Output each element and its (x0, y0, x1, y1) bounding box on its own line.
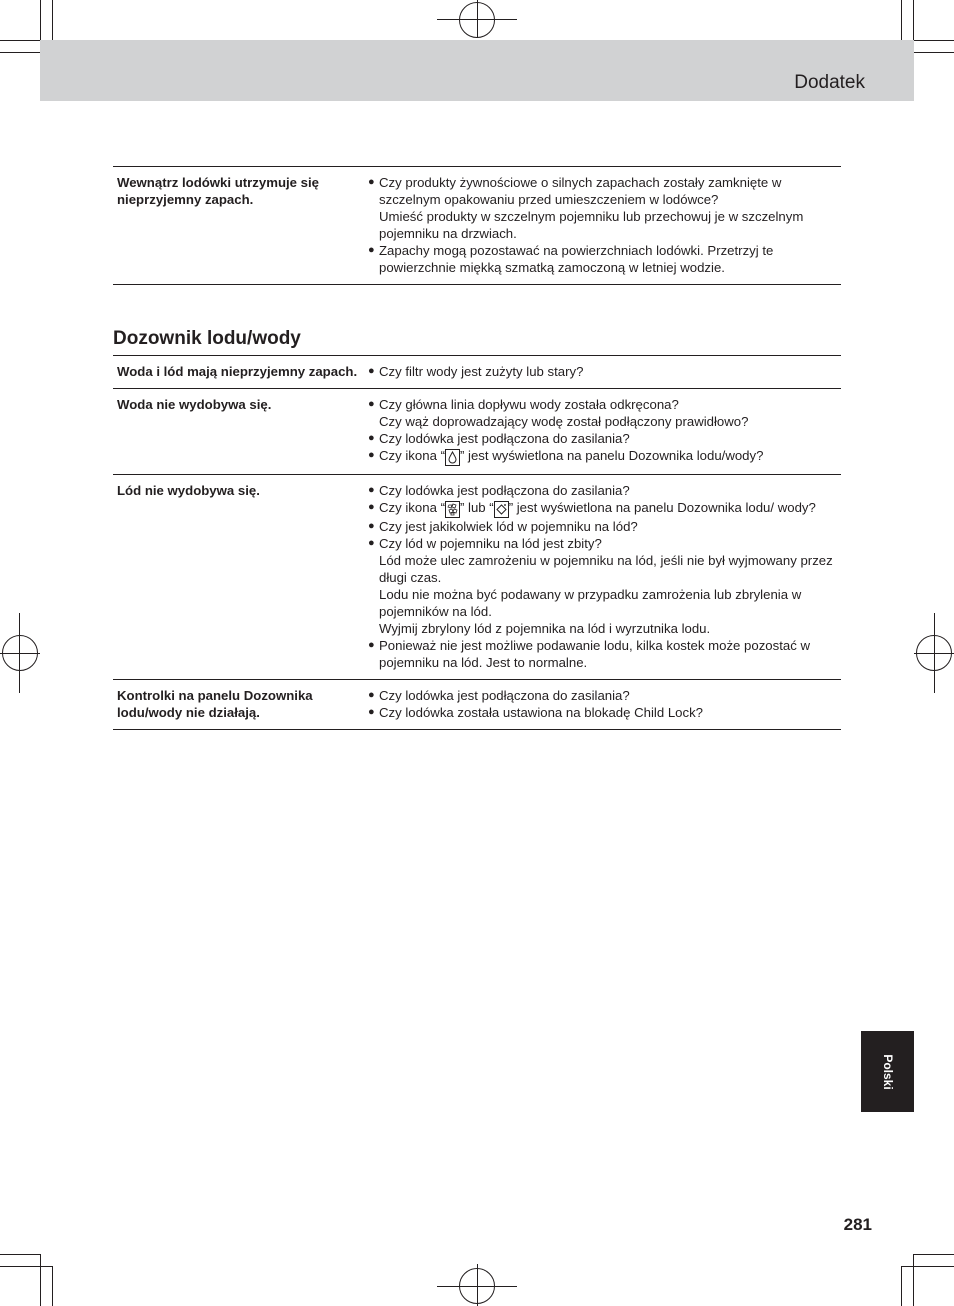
language-tab (861, 1031, 914, 1112)
bullet-icon: ● (368, 398, 375, 410)
header-band (40, 40, 914, 101)
bullet-icon: ● (368, 176, 375, 188)
table-row (113, 167, 841, 285)
list-item: ● Czy ikona “ ” jest wyświetlona na panelu Dozownika lodu/wody? (368, 447, 841, 466)
list-item: ● Czy lodówka jest podłączona do zasilania? (368, 483, 630, 498)
bullet-icon: ● (368, 639, 375, 651)
ice-cube-icon (494, 501, 509, 518)
bullet-icon: ● (368, 484, 375, 496)
solution-cell (368, 475, 841, 680)
list-item: ● Zapachy mogą pozostawać na powierzchniach lodówki. Przetrzyj te powierzchnie miękką szmatką zamoczoną w letniej wodzie. (368, 243, 774, 275)
list-item: ● Czy jest jakikolwiek lód w pojemniku na lód? (368, 519, 638, 534)
list-item: ● Czy główna linia dopływu wody została odkręcona? Czy wąż doprowadzający wodę został podłączony prawidłowo? (368, 397, 749, 429)
problem-cell: Kontrolki na panelu Dozownika lodu/wody nie działają. (113, 680, 368, 730)
list-item: ● Ponieważ nie jest możliwe podawanie lodu, kilka kostek może pozostać w pojemniku na lód. Jest to normalne. (368, 638, 811, 670)
table-row (113, 356, 841, 389)
table-row (113, 475, 841, 680)
water-drop-icon (445, 449, 460, 466)
bullet-icon: ● (368, 689, 375, 701)
list-item: ● Czy lodówka jest podłączona do zasilania? (368, 431, 630, 446)
odour-table (113, 166, 841, 285)
bullet-icon: ● (368, 244, 375, 256)
list-item: ● Czy lodówka została ustawiona na blokadę Child Lock? (368, 705, 704, 720)
bullet-icon: ● (368, 520, 375, 532)
bullet-icon: ● (368, 537, 375, 549)
solution-cell (368, 167, 841, 285)
problem-cell: Lód nie wydobywa się. (113, 475, 368, 680)
solution-cell (368, 356, 841, 389)
list-item: ● Czy ikona “ ” lub “ ” jest wyświetlona na panelu Dozownika lodu/ wody? (368, 499, 841, 518)
problem-cell: Woda i lód mają nieprzyjemny zapach. (113, 356, 368, 389)
section-title: Dozownik lodu/wody (113, 328, 301, 349)
bullet-icon: ● (368, 365, 375, 377)
bullet-icon: ● (368, 449, 375, 461)
list-item: ● Czy filtr wody jest zużyty lub stary? (368, 364, 584, 379)
bullet-icon: ● (368, 501, 375, 513)
page-header-title: Dodatek (794, 72, 865, 93)
crushed-ice-icon (445, 501, 460, 518)
page-number: 281 (843, 1215, 872, 1234)
language-label: Polski (880, 1053, 895, 1090)
table-row (113, 680, 841, 730)
problem-cell: Wewnątrz lodówki utrzymuje się nieprzyjemny zapach. (113, 167, 368, 285)
problem-cell: Woda nie wydobywa się. (113, 389, 368, 475)
list-item: ● Czy lód w pojemniku na lód jest zbity? Lód może ulec zamrożeniu w pojemniku na lód, jeśli nie był wyjmowany przez długi czas. Lodu nie można być podawany w przypadku zamrożenia lub zbrylenia w pojemników na lód. Wyjmij zbrylony lód z pojemnika na lód i wyrzutnika lodu. (368, 536, 833, 636)
dispenser-table (113, 355, 841, 730)
bullet-icon: ● (368, 432, 375, 444)
solution-cell (368, 389, 841, 475)
list-item: ● Czy produkty żywnościowe o silnych zapachach zostały zamknięte w szczelnym opakowaniu przed umieszczeniem w lodówce? Umieść produkty w szczelnym pojemniku lub przechowuj je w szczelnym pojemniku na drzwiach. (368, 175, 804, 241)
solution-cell (368, 680, 841, 730)
bullet-icon: ● (368, 706, 375, 718)
list-item: ● Czy lodówka jest podłączona do zasilania? (368, 688, 630, 703)
table-row (113, 389, 841, 475)
